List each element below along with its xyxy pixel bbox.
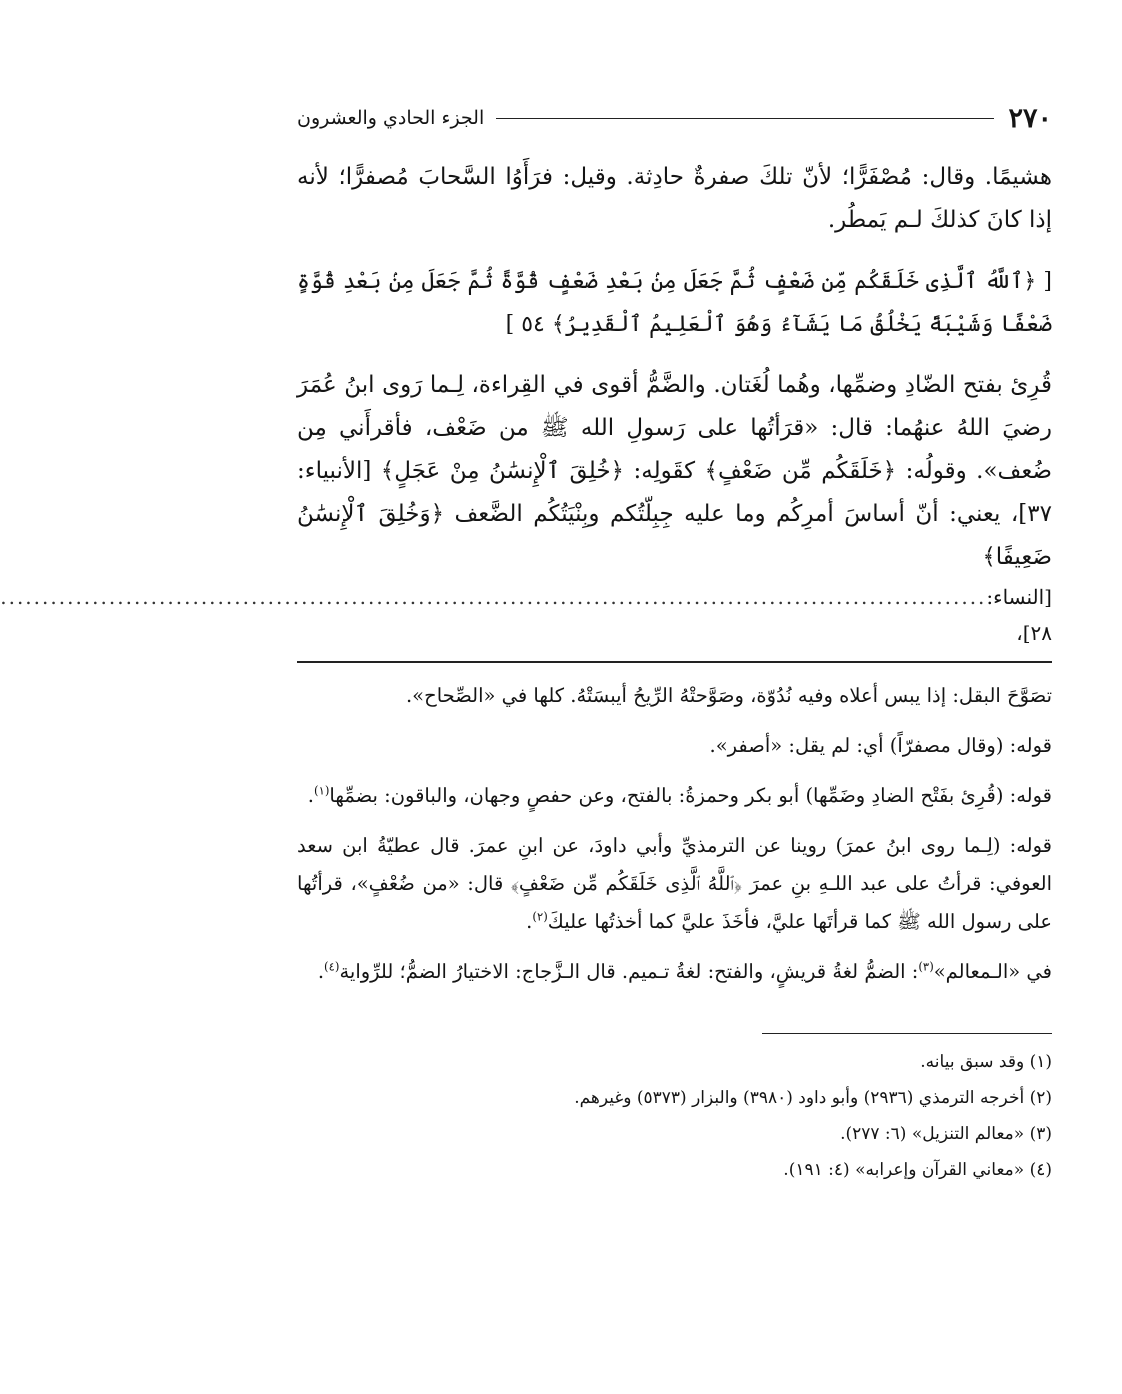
main-paragraph-1: هشيمًا. وقال: مُصْفَرًّا؛ لأنّ تلكَ صفرةٌ حادِثة. وقيل: فرَأَوُا السَّحابَ مُصفرًّا؛ لأنه إذا كانَ كذلكَ لـم يَمطُر. (297, 164, 1052, 233)
header-rule (496, 118, 994, 119)
commentary-paragraph-4: قوله: (لِـما روى ابنُ عمرَ) روينا عن الترمذيِّ وأبي داودَ، عن ابنِ عمرَ. قال عطيّةُ ابن سعد العوفي: قرأتُ على عبد اللـهِ بنِ عمرَ ﴿ٱللَّهُ ٱلَّذِى خَلَقَكُم مِّن ضَعْفٍ﴾ قال: «من ضُعْفٍ»، قرأتُها على رسول الله ﷺ كما قرأتَها عليَّ، فأخَذَ عليَّ كما أخذتُها عليكَ$^{(٢)}$. (297, 834, 1052, 933)
footnote-3: (٣) «معالم التنزيل» (٦: ٢٧٧). (840, 1124, 1052, 1144)
footnote-ref-3: (٣) (918, 959, 934, 974)
footnote-rule (762, 1033, 1052, 1034)
main-paragraph-2-end: [النساء: ٢٨]، (986, 585, 1052, 645)
commentary-paragraph-1: تصَوَّحَ البقل: إذا يبس أعلاه وفيه نُدُوّة، وصَوَّحتْهُ الرِّيحُ أيبسَتْهُ. كلها في «الصِّحاح». (405, 684, 1052, 707)
commentary-paragraph-5-a: في «الـمعالم» (933, 960, 1052, 983)
page-number: ٢٧٠ (1008, 102, 1052, 134)
footnote-ref-1: (١) (314, 783, 330, 798)
continuation-line (0, 579, 1052, 651)
main-paragraph-2: قُرِئ بفتح الضّادِ وضمِّها، وهُما لُغَتان. والضَّمُّ أقوى في القِراءة، لِـما رَوى ابنُ عُمَرَ رضيَ اللهُ عنهُما: قال: «قرَأتُها على رَسولِ الله ﷺ من ضَعْف، فأقرأَني مِن ضُعف». وقولُه: ﴿خَلَقَكُم مِّن ضَعْفٍ﴾ كقَولِه: ﴿خُلِقَ ٱلْإِنسَٰنُ مِنْ عَجَلٍ﴾ [الأنبياء: ٣٧]، يعني: أنّ أساسَ أمرِكُم وما عليه جِبِلّتُكم وبِنْيَتُكُم الضَّعف ﴿وَخُلِقَ ٱلْإِنسَٰنُ ضَعِيفًا﴾ (297, 372, 1052, 570)
footnote-ref-4: (٤) (324, 959, 340, 974)
footnote-4: (٤) «معاني القرآن وإعرابه» (٤: ١٩١). (783, 1160, 1052, 1180)
main-text (0, 156, 1052, 651)
commentary-separator (297, 661, 1052, 663)
footnote-2: (٢) أخرجه الترمذي (٢٩٣٦) وأبو داود (٣٩٨٠) والبزار (٥٣٧٣) وغيرهم. (574, 1088, 1052, 1108)
commentary-paragraph-5: في «الـمعالم»$^{(٣)}$: الضمُّ لغةُ قريشٍ، والفتح: لغةُ تـميم. قال الـزَّجاج: الاختيارُ الضمُّ؛ للرِّواية$^{(٤)}$. (317, 959, 1052, 983)
quran-verse: [ ﴿ٱللَّهُ ٱلَّذِى خَلَقَكُم مِّن ضَعْفٍ ثُمَّ جَعَلَ مِنۢ بَعْدِ ضَعْفٍ قُوَّةً ثُمَّ جَعَلَ مِنۢ بَعْدِ قُوَّةٍ ضَعْفًا وَشَيْبَةً يَخْلُقُ مَا يَشَآءُ وَهُوَ ٱلْعَلِيمُ ٱلْقَدِيرُ﴾ ٥٤ ] (297, 269, 1052, 337)
continuation-dots: ...................................................................................................................... (0, 585, 987, 609)
running-title: الجزء الحادي والعشرون (297, 107, 485, 129)
commentary-paragraph-3-text: قوله: (قُرِئ بفَتْح الضادِ وضَمِّها) أبو بكر وحمزةُ: بالفتح، وعن حفصٍ وجهان، والباقون: بضمِّها (329, 784, 1052, 807)
footnote-ref-2: (٢) (532, 909, 548, 924)
footnotes (297, 1044, 1052, 1188)
commentary-paragraph-4-text: قوله: (لِـما روى ابنُ عمرَ) روينا عن الترمذيِّ وأبي داودَ، عن ابنِ عمرَ. قال عطيّةُ ابن سعد العوفي: قرأتُ على عبد اللـهِ بنِ عمرَ ﴿ٱللَّهُ ٱلَّذِى خَلَقَكُم مِّن ضَعْفٍ﴾ قال: «من ضُعْفٍ»، قرأتُها على رسول الله ﷺ كما قرأتَها عليَّ، فأخَذَ عليَّ كما أخذتُها عليكَ (297, 834, 1052, 933)
footnote-1: (١) وقد سبق بيانه. (920, 1052, 1052, 1072)
commentary-paragraph-3: قوله: (قُرِئ بفَتْح الضادِ وضَمِّها) أبو بكر وحمزةُ: بالفتح، وعن حفصٍ وجهان، والباقون: بضمِّها$^{(١)}$. (307, 783, 1052, 807)
book-page (0, 98, 1052, 1188)
commentary-paragraph-5-b: : الضمُّ لغةُ قريشٍ، والفتح: لغةُ تـميم. قال الـزَّجاج: الاختيارُ الضمُّ؛ للرِّواية (339, 960, 919, 983)
commentary (297, 677, 1052, 991)
page-header (297, 98, 1052, 138)
commentary-paragraph-2: قوله: (وقال مصفرّاً) أي: لم يقل: «أصفر». (709, 734, 1052, 757)
